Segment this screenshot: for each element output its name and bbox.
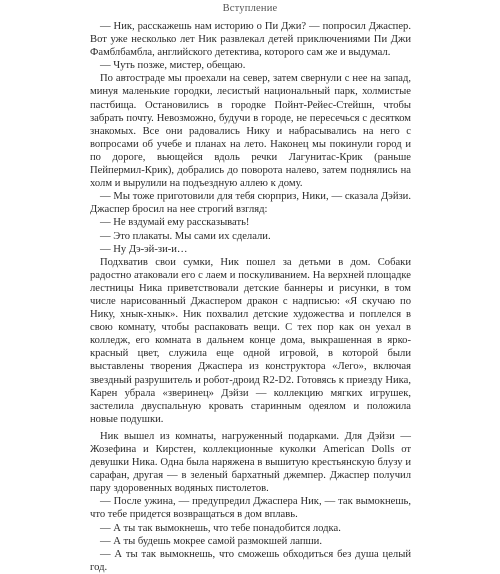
paragraph: — Ну Дэ-эй-зи-и…: [100, 243, 188, 255]
paragraph: Ник вышел из комнаты, нагруженный подарками. Для Дэйзи — Жозефина и Кирстен, коллекционные куколки American Dolls от девушки Ника. Одна была наряжена в вышитую крестьянскую блузу и сарафан, другая — в зеленый бархатный джемпер. Джаспер получил пару здоровенных водяных пистолетов.: [90, 430, 411, 495]
chapter-header: Вступление: [222, 3, 278, 14]
paragraph: — После ужина, — предупредил Джаспера Ник, — так вымокнешь, что тебе придется возвращаться в дом вплавь.: [90, 496, 411, 521]
paragraph: — А ты будешь мокрее самой размокшей лапши.: [100, 535, 322, 547]
paragraph: — А ты так вымокнешь, что тебе понадобится лодка.: [100, 522, 341, 534]
paragraph: Подхватив свои сумки, Ник пошел за детьми в дом. Собаки радостно атаковали его с лаем и поскуливанием. На верхней площадке лестницы Ника приветствовали детские баннеры и рисунки, в том числе нарисованный Джаспером дракон с надписью: «Я скучаю по Нику, хнык-хнык». Ник похвалил детские художества и поплелся в свою комнату, чтобы распаковать вещи. С тех пор как он уехал в колледж, его комната в дальнем конце дома, выкрашенная в ярко-красный цвет, служила еще одной игровой, в которой были выставлены творения Джаспера из конструктора «Лего», включая звездный разрушитель и робот-дроид R2-D2. Готовясь к приезду Ника, Карен убрала «зверинец» Дэйзи — коллекцию мягких игрушек, застелила двуспальную кровать старинным одеялом и положила новые подушки.: [90, 256, 411, 425]
paragraph: — А ты так вымокнешь, что сможешь обходиться без душа целый год.: [90, 548, 411, 573]
paragraph: — Мы тоже приготовили для тебя сюрприз, Ники, — сказала Дэйзи. Джаспер бросил на нее строгий взгляд:: [90, 191, 411, 216]
paragraph: — Чуть позже, мистер, обещаю.: [100, 60, 246, 72]
paragraph: — Ник, расскажешь нам историю о Пи Джи? — попросил Джаспер. Вот уже несколько лет Ник развлекал детей приключениями Пи Джи Фамблбамбла, английского детектива, которого сам же и выдумал.: [90, 21, 411, 59]
paragraph: По автостраде мы проехали на север, затем свернули с нее на запад, минуя маленькие городки, лесистый национальный парк, холмистые пастбища. Остановились в городке Пойнт-Рейес-Стейшн, чтобы забрать почту. Невозможно, будучи в городе, не пересечься с десятком знакомых. Все они радовались Нику и набрасывались на него с вопросами об учебе и планах на лето. Наконец мы покинули город и по дороге, вьющейся вдоль речки Лагунитас-Крик (раньше Пейпермил-Крик), добрались до поворота налево, затем поднялись на холм и вырулили на подъездную аллею к дому.: [90, 73, 411, 190]
paragraph: — Это плакаты. Мы сами их сделали.: [100, 230, 271, 242]
body-text: [90, 20, 411, 574]
paragraph: — Не вздумай ему рассказывать!: [100, 217, 250, 229]
